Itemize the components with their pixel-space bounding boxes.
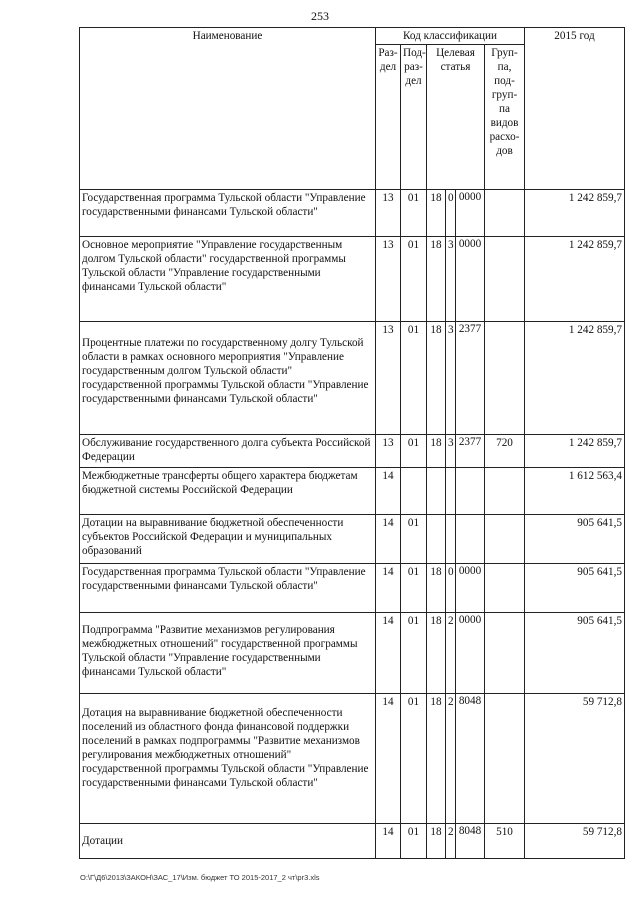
table-row xyxy=(80,694,625,824)
row-amount: 59 712,8 xyxy=(525,694,625,824)
row-section: 13 xyxy=(376,435,401,468)
row-name: Основное мероприятие "Управление государственным долгом Тульской области" государственной программы Тульской области "Управление государственными финансами Тульской области" xyxy=(80,237,376,322)
row-target-program: 18 xyxy=(427,237,446,322)
row-amount: 905 641,5 xyxy=(525,613,625,694)
row-amount: 59 712,8 xyxy=(525,824,625,859)
row-target-direction: 0000 xyxy=(456,237,485,322)
table-row xyxy=(80,190,625,237)
row-section: 14 xyxy=(376,564,401,613)
row-expense-group xyxy=(485,613,525,694)
row-name: Обслуживание государственного долга субъекта Российской Федерации xyxy=(80,435,376,468)
row-amount: 905 641,5 xyxy=(525,515,625,564)
row-name: Процентные платежи по государственному долгу Тульской области в рамках основного мероприятия "Управление государственным долгом Тульской области" государственной программы Тульской области "Управление государственными финансами Тульской области" xyxy=(80,322,376,435)
row-amount: 905 641,5 xyxy=(525,564,625,613)
row-target-direction: 0000 xyxy=(456,564,485,613)
row-expense-group xyxy=(485,564,525,613)
table-row xyxy=(80,564,625,613)
table-row xyxy=(80,435,625,468)
row-target-subprogram: 2 xyxy=(446,824,456,859)
row-name: Государственная программа Тульской области "Управление государственными финансами Тульской области" xyxy=(80,564,376,613)
table-row xyxy=(80,322,625,435)
row-amount: 1 612 563,4 xyxy=(525,468,625,515)
row-target-program: 18 xyxy=(427,435,446,468)
row-expense-group xyxy=(485,190,525,237)
row-target-program: 18 xyxy=(427,824,446,859)
row-subsection: 01 xyxy=(401,824,427,859)
header-name: Наименование xyxy=(80,28,376,190)
row-target-direction xyxy=(456,515,485,564)
table-row xyxy=(80,613,625,694)
row-target-subprogram: 3 xyxy=(446,435,456,468)
header-section: Раз- дел xyxy=(376,45,401,190)
row-amount: 1 242 859,7 xyxy=(525,322,625,435)
row-name: Межбюджетные трансферты общего характера бюджетам бюджетной системы Российской Федерации xyxy=(80,468,376,515)
header-expense-group: Груп- па, под- груп- па видов расхо- дов xyxy=(485,45,525,190)
row-target-subprogram: 2 xyxy=(446,613,456,694)
row-section: 14 xyxy=(376,694,401,824)
table-body xyxy=(80,190,625,859)
row-target-program: 18 xyxy=(427,694,446,824)
row-name: Дотация на выравнивание бюджетной обеспеченности поселений из областного фонда финансовой поддержки поселений в рамках подпрограммы "Развитие механизмов регулирования межбюджетных отношений" государственной программы Тульской области "Управление государственными финансами Тульской области" xyxy=(80,694,376,824)
row-section: 13 xyxy=(376,237,401,322)
file-path-footer: O:\Г\Д6\2013\ЗАКОН\ЗАС_17\Изм. бюджет ТО 2015-2017_2 чт\pr3.xls xyxy=(80,873,320,882)
header-year: 2015 год xyxy=(525,28,625,190)
row-amount: 1 242 859,7 xyxy=(525,237,625,322)
row-target-program: 18 xyxy=(427,564,446,613)
header-target-article: Целевая статья xyxy=(427,45,485,190)
row-target-subprogram: 2 xyxy=(446,694,456,824)
row-target-direction: 0000 xyxy=(456,613,485,694)
row-section: 13 xyxy=(376,322,401,435)
row-target-subprogram xyxy=(446,468,456,515)
row-target-program: 18 xyxy=(427,190,446,237)
row-target-subprogram: 3 xyxy=(446,322,456,435)
row-section: 14 xyxy=(376,824,401,859)
header-code-group: Код классификации xyxy=(376,28,525,45)
row-expense-group xyxy=(485,468,525,515)
row-expense-group xyxy=(485,237,525,322)
table-row xyxy=(80,468,625,515)
row-expense-group: 720 xyxy=(485,435,525,468)
row-name: Дотации на выравнивание бюджетной обеспеченности субъектов Российской Федерации и муниципальных образований xyxy=(80,515,376,564)
table-row xyxy=(80,824,625,859)
row-target-program xyxy=(427,468,446,515)
row-section: 14 xyxy=(376,468,401,515)
row-target-program: 18 xyxy=(427,322,446,435)
row-section: 13 xyxy=(376,190,401,237)
table-row xyxy=(80,237,625,322)
row-expense-group xyxy=(485,694,525,824)
row-subsection: 01 xyxy=(401,613,427,694)
row-target-subprogram: 3 xyxy=(446,237,456,322)
row-target-program xyxy=(427,515,446,564)
row-amount: 1 242 859,7 xyxy=(525,435,625,468)
budget-table xyxy=(79,27,625,859)
row-name: Государственная программа Тульской области "Управление государственными финансами Тульской области" xyxy=(80,190,376,237)
row-subsection: 01 xyxy=(401,515,427,564)
row-target-program: 18 xyxy=(427,613,446,694)
row-target-subprogram: 0 xyxy=(446,564,456,613)
row-name: Дотации xyxy=(80,824,376,859)
row-subsection: 01 xyxy=(401,564,427,613)
table-row xyxy=(80,515,625,564)
row-target-direction: 8048 xyxy=(456,824,485,859)
row-amount: 1 242 859,7 xyxy=(525,190,625,237)
row-expense-group xyxy=(485,322,525,435)
header-subsection: Под- раз- дел xyxy=(401,45,427,190)
row-target-subprogram: 0 xyxy=(446,190,456,237)
row-expense-group xyxy=(485,515,525,564)
row-subsection: 01 xyxy=(401,322,427,435)
row-expense-group: 510 xyxy=(485,824,525,859)
row-subsection xyxy=(401,468,427,515)
row-subsection: 01 xyxy=(401,237,427,322)
page-number: 253 xyxy=(311,9,329,23)
row-target-direction: 0000 xyxy=(456,190,485,237)
row-target-direction xyxy=(456,468,485,515)
row-target-direction: 8048 xyxy=(456,694,485,824)
row-section: 14 xyxy=(376,515,401,564)
row-subsection: 01 xyxy=(401,190,427,237)
row-subsection: 01 xyxy=(401,694,427,824)
row-target-subprogram xyxy=(446,515,456,564)
row-section: 14 xyxy=(376,613,401,694)
row-name: Подпрограмма "Развитие механизмов регулирования межбюджетных отношений" государственной программы Тульской области "Управление государственными финансами Тульской области" xyxy=(80,613,376,694)
row-target-direction: 2377 xyxy=(456,435,485,468)
row-subsection: 01 xyxy=(401,435,427,468)
row-target-direction: 2377 xyxy=(456,322,485,435)
